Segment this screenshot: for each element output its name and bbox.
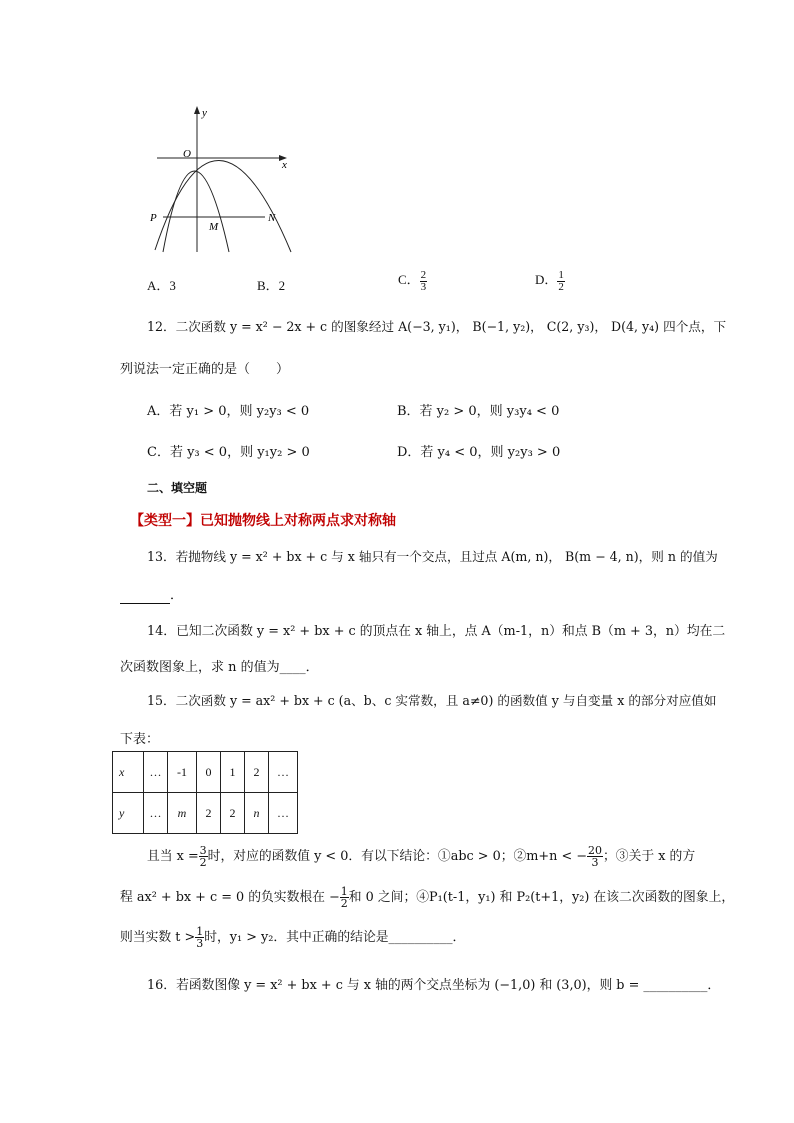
q11-option-d-prefix: D．	[535, 272, 558, 287]
q11-option-d-fraction: $\frac{1}{2}$	[558, 268, 564, 293]
table-cell: x	[113, 752, 144, 793]
q14-line1: 14．已知二次函数 y = x² + bx + c 的顶点在 x 轴上，点 A（m-1，n）和点 B（m + 3，n）均在二	[147, 624, 726, 639]
q13-line2: ．	[120, 584, 183, 604]
table-cell: …	[269, 752, 298, 793]
table-cell: 0	[197, 752, 221, 793]
table-cell: 2	[197, 793, 221, 834]
x-axis-label: x	[282, 159, 287, 171]
table-row	[113, 793, 298, 834]
origin-label: O	[183, 148, 191, 160]
q11-option-b: B．2	[257, 278, 286, 293]
table-row	[113, 752, 298, 793]
q11-option-a: A．3	[147, 278, 176, 293]
q12-line2: 列说法一定正确的是（ ）	[120, 362, 290, 377]
table-cell: 2	[245, 752, 269, 793]
q13-line1: 13．若抛物线 y = x² + bx + c 与 x 轴只有一个交点，且过点 A(m, n)， B(m − 4, n)，则 n 的值为	[147, 549, 718, 564]
section-title: 二、填空题	[147, 481, 208, 495]
table-cell: …	[144, 752, 168, 793]
q15-line3: 且当 x = $\frac{3}{2}$ 时，对应的函数值 y < 0．有以下结论：①abc > 0；②m+n < − $\frac{20}{3}$ ；③关于 x 的方	[147, 844, 696, 869]
q11-option-c-prefix: C．	[398, 272, 420, 287]
q11-option-c-fraction: $\frac{2}{3}$	[420, 268, 427, 293]
q12-option-b: B．若 y₂ > 0，则 y₃y₄ < 0	[397, 404, 560, 419]
y-axis-label: y	[202, 107, 207, 119]
table-cell: m	[168, 793, 197, 834]
q12-option-d: D．若 y₄ < 0，则 y₂y₃ > 0	[397, 445, 561, 460]
value-table	[112, 751, 298, 834]
table-cell: 1	[221, 752, 245, 793]
q15-line1: 15．二次函数 y = ax² + bx + c (a、b、c 实常数，且 a≠0) 的函数值 y 与自变量 x 的部分对应值如	[147, 693, 717, 708]
q12-option-c: C．若 y₃ < 0，则 y₁y₂ > 0	[147, 445, 310, 460]
table-cell: …	[269, 793, 298, 834]
point-m-label: M	[209, 221, 219, 233]
table-cell: -1	[168, 752, 197, 793]
q13-answer-blank	[120, 588, 170, 604]
q15-line4: 程 ax² + bx + c = 0 的负实数根在 − $\frac{1}{2}$ 和 0 之间；④P₁(t-1，y₁) 和 P₂(t+1，y₂) 在该二次函数的图象上，	[120, 885, 735, 910]
q11-option-c	[398, 269, 427, 293]
table-cell: n	[245, 793, 269, 834]
q16-text: 16．若函数图像 y = x² + bx + c 与 x 轴的两个交点坐标为 (−1,0) 和 (3,0)，则 b = __________．	[147, 978, 721, 993]
table-cell: 2	[221, 793, 245, 834]
parabola-graph	[145, 100, 295, 255]
q14-line2: 次函数图象上，求 n 的值为____．	[120, 660, 319, 675]
table-cell: …	[144, 793, 168, 834]
q11-option-d	[535, 269, 565, 293]
type-one-heading: 【类型一】已知抛物线上对称两点求对称轴	[130, 513, 396, 529]
q12-option-a: A．若 y₁ > 0，则 y₂y₃ < 0	[147, 404, 310, 419]
table-cell: y	[113, 793, 144, 834]
q15-line5: 则当实数 t > $\frac{1}{3}$ 时，y₁ > y₂．其中正确的结论是__________．	[120, 925, 466, 950]
q15-line2: 下表：	[120, 732, 160, 747]
point-p-label: P	[150, 212, 157, 224]
point-n-label: N	[268, 212, 276, 224]
q12-line1: 12．二次函数 y = x² − 2x + c 的图象经过 A(−3, y₁)， B(−1, y₂)， C(2, y₃)， D(4, y₄) 四个点，下	[147, 319, 727, 334]
